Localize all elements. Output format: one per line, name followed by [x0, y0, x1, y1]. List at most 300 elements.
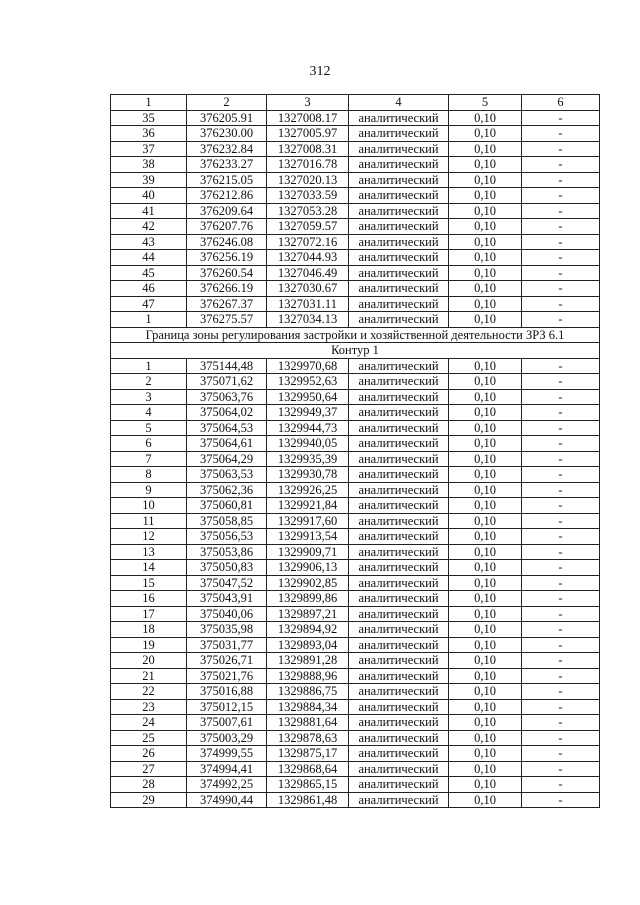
note-cell: -	[522, 436, 600, 452]
accuracy-cell: 0,10	[449, 482, 522, 498]
accuracy-cell: 0,10	[449, 436, 522, 452]
accuracy-cell: 0,10	[449, 203, 522, 219]
x-coordinate-cell: 374999,55	[187, 746, 267, 762]
accuracy-cell: 0,10	[449, 219, 522, 235]
accuracy-cell: 0,10	[449, 110, 522, 126]
point-number-cell: 14	[111, 560, 187, 576]
point-number-cell: 29	[111, 792, 187, 808]
point-number-cell: 3	[111, 389, 187, 405]
x-coordinate-cell: 375058,85	[187, 513, 267, 529]
accuracy-cell: 0,10	[449, 730, 522, 746]
table-row	[111, 513, 600, 529]
method-cell: аналитический	[349, 172, 449, 188]
table-row	[111, 141, 600, 157]
y-coordinate-cell: 1327034.13	[267, 312, 349, 328]
table-row	[111, 250, 600, 266]
point-number-cell: 41	[111, 203, 187, 219]
point-number-cell: 16	[111, 591, 187, 607]
x-coordinate-cell: 376207.76	[187, 219, 267, 235]
y-coordinate-cell: 1327044.93	[267, 250, 349, 266]
accuracy-cell: 0,10	[449, 653, 522, 669]
y-coordinate-cell: 1329906,13	[267, 560, 349, 576]
y-coordinate-cell: 1329899,86	[267, 591, 349, 607]
method-cell: аналитический	[349, 436, 449, 452]
accuracy-cell: 0,10	[449, 684, 522, 700]
method-cell: аналитический	[349, 792, 449, 808]
note-cell: -	[522, 451, 600, 467]
method-cell: 4	[349, 95, 449, 111]
note-cell: -	[522, 513, 600, 529]
x-coordinate-cell: 376209.64	[187, 203, 267, 219]
note-cell: -	[522, 560, 600, 576]
method-cell: аналитический	[349, 467, 449, 483]
zone-title-row	[111, 327, 600, 343]
y-coordinate-cell: 1329878,63	[267, 730, 349, 746]
x-coordinate-cell: 375021,76	[187, 668, 267, 684]
note-cell: -	[522, 699, 600, 715]
x-coordinate-cell: 375035,98	[187, 622, 267, 638]
point-number-cell: 28	[111, 777, 187, 793]
accuracy-cell: 0,10	[449, 250, 522, 266]
x-coordinate-cell: 375064,61	[187, 436, 267, 452]
method-cell: аналитический	[349, 203, 449, 219]
x-coordinate-cell: 375060,81	[187, 498, 267, 514]
method-cell: аналитический	[349, 110, 449, 126]
method-cell: аналитический	[349, 296, 449, 312]
y-coordinate-cell: 1329865,15	[267, 777, 349, 793]
point-number-cell: 47	[111, 296, 187, 312]
point-number-cell: 21	[111, 668, 187, 684]
point-number-cell: 19	[111, 637, 187, 653]
y-coordinate-cell: 3	[267, 95, 349, 111]
y-coordinate-cell: 1329894,92	[267, 622, 349, 638]
table-row	[111, 389, 600, 405]
method-cell: аналитический	[349, 141, 449, 157]
y-coordinate-cell: 1327030.67	[267, 281, 349, 297]
method-cell: аналитический	[349, 389, 449, 405]
y-coordinate-cell: 1329893,04	[267, 637, 349, 653]
table-row	[111, 451, 600, 467]
accuracy-cell: 0,10	[449, 296, 522, 312]
x-coordinate-cell: 376275.57	[187, 312, 267, 328]
accuracy-cell: 0,10	[449, 234, 522, 250]
accuracy-cell: 5	[449, 95, 522, 111]
point-number-cell: 6	[111, 436, 187, 452]
point-number-cell: 11	[111, 513, 187, 529]
note-cell: -	[522, 529, 600, 545]
y-coordinate-cell: 1329886,75	[267, 684, 349, 700]
method-cell: аналитический	[349, 560, 449, 576]
table-row	[111, 126, 600, 142]
point-number-cell: 5	[111, 420, 187, 436]
method-cell: аналитический	[349, 637, 449, 653]
point-number-cell: 35	[111, 110, 187, 126]
x-coordinate-cell: 376232.84	[187, 141, 267, 157]
note-cell: -	[522, 467, 600, 483]
accuracy-cell: 0,10	[449, 637, 522, 653]
note-cell: -	[522, 498, 600, 514]
x-coordinate-cell: 376233.27	[187, 157, 267, 173]
note-cell: -	[522, 792, 600, 808]
table-row	[111, 591, 600, 607]
table-row	[111, 110, 600, 126]
table-row	[111, 684, 600, 700]
note-cell: -	[522, 358, 600, 374]
table-row	[111, 746, 600, 762]
point-number-cell: 7	[111, 451, 187, 467]
y-coordinate-cell: 1329897,21	[267, 606, 349, 622]
x-coordinate-cell: 376256.19	[187, 250, 267, 266]
note-cell: -	[522, 420, 600, 436]
note-cell: -	[522, 482, 600, 498]
note-cell: -	[522, 668, 600, 684]
x-coordinate-cell: 375026,71	[187, 653, 267, 669]
note-cell: -	[522, 203, 600, 219]
y-coordinate-cell: 1329921,84	[267, 498, 349, 514]
point-number-cell: 8	[111, 467, 187, 483]
y-coordinate-cell: 1329913,54	[267, 529, 349, 545]
method-cell: аналитический	[349, 312, 449, 328]
point-number-cell: 10	[111, 498, 187, 514]
method-cell: аналитический	[349, 281, 449, 297]
method-cell: аналитический	[349, 591, 449, 607]
x-coordinate-cell: 376215.05	[187, 172, 267, 188]
note-cell: -	[522, 296, 600, 312]
x-coordinate-cell: 375012,15	[187, 699, 267, 715]
accuracy-cell: 0,10	[449, 281, 522, 297]
note-cell: -	[522, 777, 600, 793]
x-coordinate-cell: 375064,53	[187, 420, 267, 436]
x-coordinate-cell: 375031,77	[187, 637, 267, 653]
method-cell: аналитический	[349, 405, 449, 421]
note-cell: -	[522, 637, 600, 653]
y-coordinate-cell: 1329950,64	[267, 389, 349, 405]
accuracy-cell: 0,10	[449, 513, 522, 529]
method-cell: аналитический	[349, 188, 449, 204]
note-cell: -	[522, 141, 600, 157]
x-coordinate-cell: 376212.86	[187, 188, 267, 204]
x-coordinate-cell: 375043,91	[187, 591, 267, 607]
accuracy-cell: 0,10	[449, 141, 522, 157]
method-cell: аналитический	[349, 746, 449, 762]
point-number-cell: 1	[111, 312, 187, 328]
accuracy-cell: 0,10	[449, 606, 522, 622]
method-cell: аналитический	[349, 622, 449, 638]
y-coordinate-cell: 1327005.97	[267, 126, 349, 142]
method-cell: аналитический	[349, 374, 449, 390]
accuracy-cell: 0,10	[449, 265, 522, 281]
x-coordinate-cell: 375050,83	[187, 560, 267, 576]
method-cell: аналитический	[349, 157, 449, 173]
point-number-cell: 1	[111, 95, 187, 111]
table-row	[111, 730, 600, 746]
accuracy-cell: 0,10	[449, 591, 522, 607]
point-number-cell: 24	[111, 715, 187, 731]
x-coordinate-cell: 375144,48	[187, 358, 267, 374]
note-cell: -	[522, 110, 600, 126]
note-cell: -	[522, 544, 600, 560]
method-cell: аналитический	[349, 498, 449, 514]
table-row	[111, 482, 600, 498]
contour-title-row-text: Контур 1	[111, 343, 600, 359]
y-coordinate-cell: 1327053.28	[267, 203, 349, 219]
y-coordinate-cell: 1327016.78	[267, 157, 349, 173]
accuracy-cell: 0,10	[449, 699, 522, 715]
method-cell: аналитический	[349, 126, 449, 142]
point-number-cell: 46	[111, 281, 187, 297]
y-coordinate-cell: 1329888,96	[267, 668, 349, 684]
note-cell: -	[522, 746, 600, 762]
accuracy-cell: 0,10	[449, 792, 522, 808]
accuracy-cell: 0,10	[449, 420, 522, 436]
note-cell: -	[522, 684, 600, 700]
note-cell: -	[522, 219, 600, 235]
y-coordinate-cell: 1327046.49	[267, 265, 349, 281]
method-cell: аналитический	[349, 761, 449, 777]
x-coordinate-cell: 376230.00	[187, 126, 267, 142]
y-coordinate-cell: 1327072.16	[267, 234, 349, 250]
method-cell: аналитический	[349, 668, 449, 684]
y-coordinate-cell: 1329930,78	[267, 467, 349, 483]
table-row	[111, 777, 600, 793]
point-number-cell: 38	[111, 157, 187, 173]
table-row	[111, 188, 600, 204]
table-row	[111, 436, 600, 452]
accuracy-cell: 0,10	[449, 172, 522, 188]
method-cell: аналитический	[349, 684, 449, 700]
table-row	[111, 560, 600, 576]
table-row	[111, 157, 600, 173]
method-cell: аналитический	[349, 265, 449, 281]
y-coordinate-cell: 1329909,71	[267, 544, 349, 560]
method-cell: аналитический	[349, 250, 449, 266]
note-cell: -	[522, 405, 600, 421]
method-cell: аналитический	[349, 715, 449, 731]
method-cell: аналитический	[349, 529, 449, 545]
note-cell: -	[522, 653, 600, 669]
method-cell: аналитический	[349, 777, 449, 793]
method-cell: аналитический	[349, 234, 449, 250]
y-coordinate-cell: 1329970,68	[267, 358, 349, 374]
point-number-cell: 22	[111, 684, 187, 700]
table-header-row	[111, 95, 600, 111]
contour-title-row	[111, 343, 600, 359]
method-cell: аналитический	[349, 606, 449, 622]
accuracy-cell: 0,10	[449, 312, 522, 328]
point-number-cell: 37	[111, 141, 187, 157]
point-number-cell: 40	[111, 188, 187, 204]
table-row	[111, 622, 600, 638]
accuracy-cell: 0,10	[449, 544, 522, 560]
accuracy-cell: 0,10	[449, 405, 522, 421]
y-coordinate-cell: 1329875,17	[267, 746, 349, 762]
y-coordinate-cell: 1329881,64	[267, 715, 349, 731]
y-coordinate-cell: 1327031.11	[267, 296, 349, 312]
method-cell: аналитический	[349, 699, 449, 715]
accuracy-cell: 0,10	[449, 529, 522, 545]
y-coordinate-cell: 1327008.31	[267, 141, 349, 157]
point-number-cell: 13	[111, 544, 187, 560]
x-coordinate-cell: 375062,36	[187, 482, 267, 498]
note-cell: -	[522, 281, 600, 297]
point-number-cell: 17	[111, 606, 187, 622]
point-number-cell: 25	[111, 730, 187, 746]
y-coordinate-cell: 1329926,25	[267, 482, 349, 498]
x-coordinate-cell: 374990,44	[187, 792, 267, 808]
x-coordinate-cell: 2	[187, 95, 267, 111]
note-cell: -	[522, 389, 600, 405]
y-coordinate-cell: 1329940,05	[267, 436, 349, 452]
table-row	[111, 374, 600, 390]
y-coordinate-cell: 1327020.13	[267, 172, 349, 188]
accuracy-cell: 0,10	[449, 668, 522, 684]
x-coordinate-cell: 375056,53	[187, 529, 267, 545]
point-number-cell: 23	[111, 699, 187, 715]
note-cell: -	[522, 606, 600, 622]
x-coordinate-cell: 375003,29	[187, 730, 267, 746]
table-row	[111, 420, 600, 436]
point-number-cell: 20	[111, 653, 187, 669]
table-row	[111, 792, 600, 808]
y-coordinate-cell: 1327008.17	[267, 110, 349, 126]
method-cell: аналитический	[349, 358, 449, 374]
x-coordinate-cell: 374992,25	[187, 777, 267, 793]
note-cell: -	[522, 234, 600, 250]
y-coordinate-cell: 1329902,85	[267, 575, 349, 591]
accuracy-cell: 0,10	[449, 560, 522, 576]
y-coordinate-cell: 1329868,64	[267, 761, 349, 777]
accuracy-cell: 0,10	[449, 761, 522, 777]
note-cell: -	[522, 312, 600, 328]
table-row	[111, 172, 600, 188]
accuracy-cell: 0,10	[449, 188, 522, 204]
accuracy-cell: 0,10	[449, 715, 522, 731]
table-row	[111, 498, 600, 514]
point-number-cell: 1	[111, 358, 187, 374]
note-cell: -	[522, 374, 600, 390]
y-coordinate-cell: 1327033.59	[267, 188, 349, 204]
x-coordinate-cell: 375007,61	[187, 715, 267, 731]
note-cell: -	[522, 157, 600, 173]
x-coordinate-cell: 376205.91	[187, 110, 267, 126]
note-cell: 6	[522, 95, 600, 111]
note-cell: -	[522, 172, 600, 188]
table-row	[111, 312, 600, 328]
y-coordinate-cell: 1329861,48	[267, 792, 349, 808]
table-row	[111, 358, 600, 374]
y-coordinate-cell: 1329884,34	[267, 699, 349, 715]
note-cell: -	[522, 730, 600, 746]
accuracy-cell: 0,10	[449, 374, 522, 390]
x-coordinate-cell: 376266.19	[187, 281, 267, 297]
accuracy-cell: 0,10	[449, 451, 522, 467]
point-number-cell: 2	[111, 374, 187, 390]
x-coordinate-cell: 376267.37	[187, 296, 267, 312]
x-coordinate-cell: 374994,41	[187, 761, 267, 777]
y-coordinate-cell: 1329891,28	[267, 653, 349, 669]
x-coordinate-cell: 375016,88	[187, 684, 267, 700]
y-coordinate-cell: 1329952,63	[267, 374, 349, 390]
table-row	[111, 699, 600, 715]
y-coordinate-cell: 1327059.57	[267, 219, 349, 235]
point-number-cell: 9	[111, 482, 187, 498]
note-cell: -	[522, 622, 600, 638]
method-cell: аналитический	[349, 482, 449, 498]
accuracy-cell: 0,10	[449, 126, 522, 142]
x-coordinate-cell: 375047,52	[187, 575, 267, 591]
y-coordinate-cell: 1329935,39	[267, 451, 349, 467]
accuracy-cell: 0,10	[449, 777, 522, 793]
point-number-cell: 15	[111, 575, 187, 591]
point-number-cell: 27	[111, 761, 187, 777]
point-number-cell: 26	[111, 746, 187, 762]
note-cell: -	[522, 761, 600, 777]
y-coordinate-cell: 1329944,73	[267, 420, 349, 436]
x-coordinate-cell: 375071,62	[187, 374, 267, 390]
accuracy-cell: 0,10	[449, 467, 522, 483]
note-cell: -	[522, 250, 600, 266]
table-row	[111, 544, 600, 560]
table-row	[111, 234, 600, 250]
method-cell: аналитический	[349, 544, 449, 560]
table-row	[111, 405, 600, 421]
accuracy-cell: 0,10	[449, 746, 522, 762]
point-number-cell: 18	[111, 622, 187, 638]
point-number-cell: 45	[111, 265, 187, 281]
accuracy-cell: 0,10	[449, 157, 522, 173]
method-cell: аналитический	[349, 451, 449, 467]
x-coordinate-cell: 375064,29	[187, 451, 267, 467]
point-number-cell: 36	[111, 126, 187, 142]
page-number: 312	[309, 64, 331, 79]
table-row	[111, 761, 600, 777]
table-row	[111, 637, 600, 653]
point-number-cell: 43	[111, 234, 187, 250]
method-cell: аналитический	[349, 420, 449, 436]
table-row	[111, 265, 600, 281]
table-row	[111, 219, 600, 235]
method-cell: аналитический	[349, 730, 449, 746]
table-row	[111, 296, 600, 312]
table-row	[111, 203, 600, 219]
table-row	[111, 529, 600, 545]
x-coordinate-cell: 375064,02	[187, 405, 267, 421]
zone-title-row-text: Граница зоны регулирования застройки и хозяйственной деятельности ЗРЗ 6.1	[111, 327, 600, 343]
accuracy-cell: 0,10	[449, 498, 522, 514]
accuracy-cell: 0,10	[449, 575, 522, 591]
method-cell: аналитический	[349, 513, 449, 529]
x-coordinate-cell: 376246.08	[187, 234, 267, 250]
y-coordinate-cell: 1329949,37	[267, 405, 349, 421]
table-row	[111, 281, 600, 297]
accuracy-cell: 0,10	[449, 358, 522, 374]
note-cell: -	[522, 575, 600, 591]
x-coordinate-cell: 375063,53	[187, 467, 267, 483]
point-number-cell: 4	[111, 405, 187, 421]
note-cell: -	[522, 188, 600, 204]
x-coordinate-cell: 375040,06	[187, 606, 267, 622]
accuracy-cell: 0,10	[449, 622, 522, 638]
accuracy-cell: 0,10	[449, 389, 522, 405]
table-row	[111, 668, 600, 684]
table-row	[111, 467, 600, 483]
point-number-cell: 42	[111, 219, 187, 235]
y-coordinate-cell: 1329917,60	[267, 513, 349, 529]
x-coordinate-cell: 376260.54	[187, 265, 267, 281]
point-number-cell: 44	[111, 250, 187, 266]
table-row	[111, 575, 600, 591]
x-coordinate-cell: 375053,86	[187, 544, 267, 560]
